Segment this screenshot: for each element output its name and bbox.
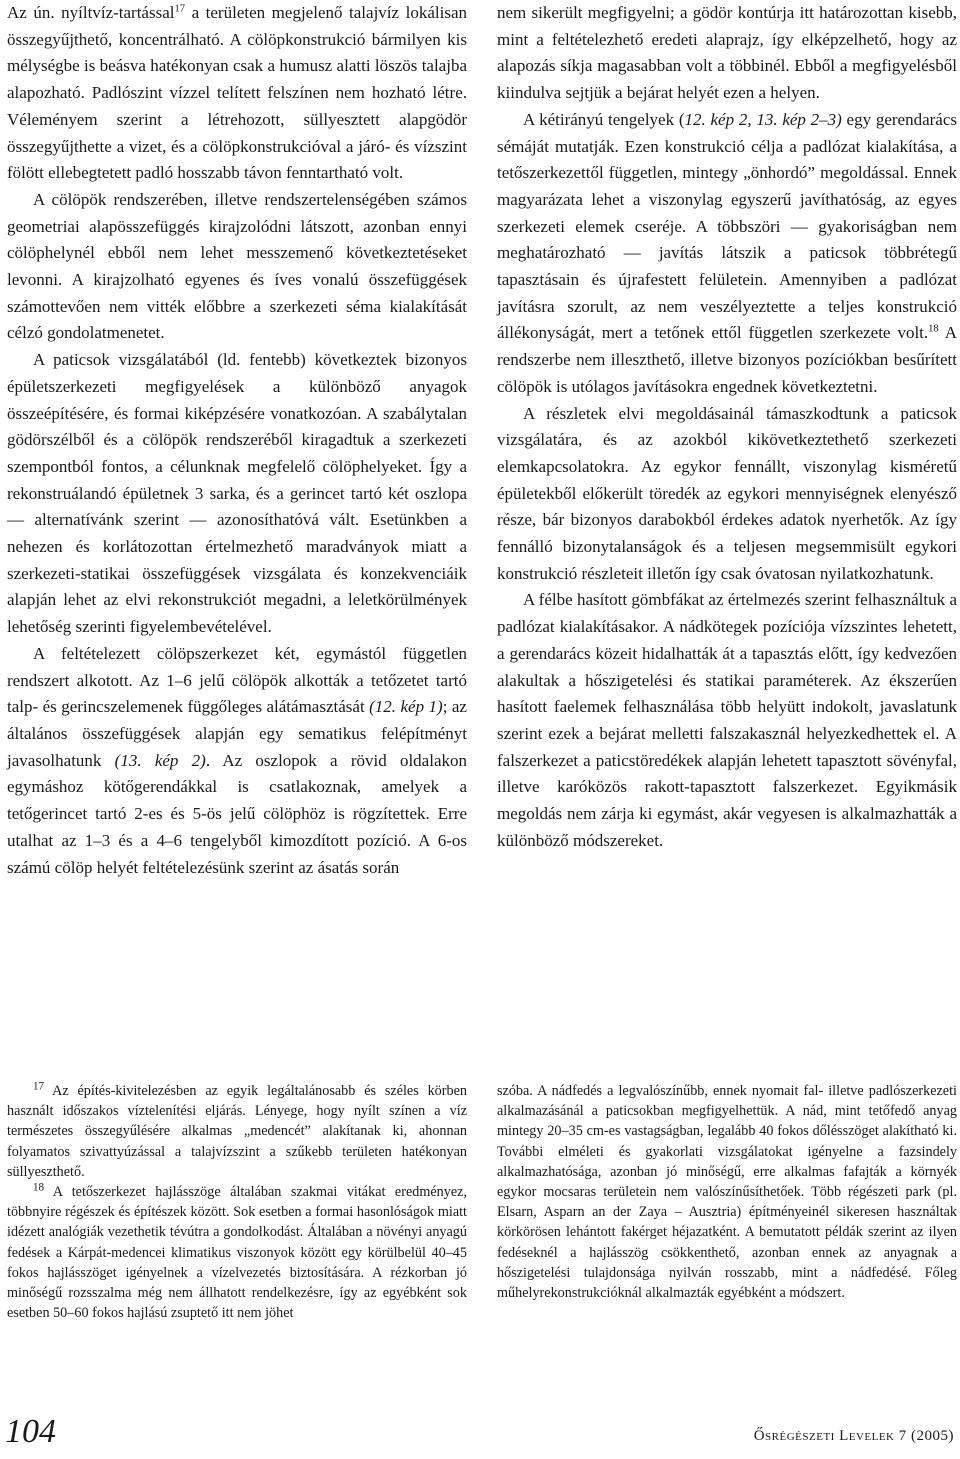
body-column-left <box>7 0 467 881</box>
figure-ref: 12. kép 2, 13. kép 2–3) <box>684 109 842 129</box>
paragraph: nem sikerült megfigyelni; a gödör kontúrja itt határozottan kisebb, mint a feltételezhető eredeti alaprajz, így elképzelhető, hogy az alapozás síkja magasabban volt a többinél. Ebből a megfigyelésből kiindulva sejtjük a bejárat helyét ezen a helyen. <box>497 3 957 103</box>
paragraph: A részletek elvi megoldásainál támaszkodtunk a paticsok vizsgálatára, és az azokból kikövetkeztethető szerkezeti elemkapcsolatokra. Az egykor fennállt, viszonylag kisméretű épületekből előkerült töredék az egykori mennyiségnek elenyésző része, bár bizonyos darabokból érdekes adatok nyerhetők. Az így fennálló bizonytalanságok és a teljesen megsemmisült egykori konstrukció részleteit illetőn így csak óvatosan nyilatkozhatunk. <box>497 403 957 583</box>
paragraph: A cölöpök rendszerében, illetve rendszertelenségében számos geometriai alapösszefüggés kirajzolódni látszott, azonban ennyi cölöphelynél ebből nem lehet messzemenő következtetéseket levonni. A kirajzolható egyenes és íves vonalú összefüggések számottevően nem vitték előbbre a szerkezeti séma kialakítását célzó gondolatmenetet. <box>7 189 467 343</box>
footnotes-right <box>497 1081 957 1303</box>
footnote-ref-18[interactable]: 18 <box>928 323 939 335</box>
paragraph: A paticsok vizsgálatából (ld. fentebb) következtek bizonyos épületszerkezeti megfigyelések a különböző anyagok összeépítésére, és formai kiképzésére vonatkozóan. A szabálytalan gödörszélből és a cölöpök rendszeréből kiragadtuk a szerkezeti szempontból fontos, a célunknak megfelelő cölöphelyeket. Így a rekonstruálandó épületnek 3 sarka, és a gerincet tartó két oszlopa — alternatívánk szerint — azonosíthatóvá vált. Esetünkben a nehezen és korlátozottan értelmezhető maradványok miatt a szerkezeti-statikai összefüggések vizsgálata és konzekvenciáik alapján lehet az elvi rekonstrukciót megadni, a leletkörülmények lehetőség szerinti figyelembevételével. <box>7 350 467 637</box>
footnote-ref-17[interactable]: 17 <box>174 3 186 15</box>
page-number: 104 <box>5 1413 56 1450</box>
running-head: Ősrégészeti Levelek 7 (2005) <box>753 1428 954 1444</box>
paragraph: Az ún. nyíltvíz-tartással$^{17}$ a területen megjelenő talajvíz lokálisan összegyűjthető, koncentrálható. A cölöpkonstrukció bármilyen kis mélységbe is beásva hatékonyan csak a humusz alatti löszös talajba alapozható. Padlószint vízzel telített felszínen nem hozható létre. Véleményem szerint a létrehozott, süllyesztett alapgödör összegyűjthette a vizet, és a cölöpkonstrukcióval a járó- és vízszint fölött ellebegtetett padló hosszabb távon fenntartható volt. <box>7 3 467 183</box>
footnotes-left <box>7 1081 467 1323</box>
body-column-right <box>497 0 957 855</box>
paragraph: A félbe hasított gömbfákat az értelmezés szerint felhasználtuk a padlózat kialakításakor. A nádkötegek pozíciója vízszintes lehetett, a gerendarács közeit hidalhatták át a tapasztás előtt, így kedvezően alakultak a hőszigetelési és statikai paraméterek. Az ékszerűen hasított faelemek felhasználása több helyütt indokolt, javaslatunk szerint ezek a bejárat melletti falszakasznál helyezkedhettek el. A falszerkezet a paticstöredékek alapján lehetett tapasztott sövényfal, illetve karóközös rakott-tapasztott falszerkezet. Egyikmásik megoldás nem zárja ki egymást, akár vegyesen is alkalmazhatták a különböző módszereket. <box>497 590 957 850</box>
footnote-17: $^{17}$ Az építés-kivitelezésben az egyik legáltalánosabb és széles körben használt időszakos víztelenítési eljárás. Lényege, hogy nyílt színen a víz természetes összegyűlésére alkalmas „medencét” alakítanak ki, ahonnan folyamatos szivattyúzással a talajvízszint a szűkebb területen hatékonyan süllyeszthető. <box>7 1080 467 1180</box>
paragraph: A feltételezett cölöpszerkezet két, egymástól független rendszert alkotott. Az 1–6 jelű cölöpök alkották a tetőzetet tartó talp- és gerincszelemenek függőleges alátámasztását (12. kép 1); az általános összefüggések alapján egy sematikus felépítményt javasolhatunk (13. kép 2). Az oszlopok a rövid oldalakon egymáshoz kötőgerendákkal is csatlakoznak, amelyek a tetőgerincet tartó 2-es és 5-ös jelű cölöphöz is rögzítettek. Erre utalhat az 1–3 és a 4–6 tengelyből kimozdított pozíció. A 6-os számú cölöp helyét feltételezésünk szerint az ásatás során <box>7 643 467 877</box>
footnote-continuation: szóba. A nádfedés a legvalószínűbb, ennek nyomait fal- illetve padlószerkezeti alkalmazásánál a paticsokban megfigyelhettük. A nád, mint tetőfedő anyag mintegy 20–35 cm-es vastagságban, legalább 40 fokos dőlésszöget alakítható ki. További elméleti és gyakorlati vizsgálatokat igényelne a fazsindely alkalmazhatósága, azonban jó minőségű, erre alkalmas fafajták a környék egykor mocsaras területein nem valószínűsíthetőek. Több régészeti park (pl. Elsarn, Asparn an der Zaya – Ausztria) építményeinél sikeresen használtak körkörösen lehántott fakérget héjazatként. A bemutatott példák szerint az ilyen fedéseknél a hajlásszög csökkenthető, azonban ennek az anyagnak a hőszigetelési tulajdonsága nyilván rosszabb, mint a nádfedésé. Főleg műhelyrekonstrukcióknál alkalmazták egyébként a módszert. <box>497 1083 957 1302</box>
figure-ref: (13. kép 2) <box>114 750 206 770</box>
paragraph: A kétirányú tengelyek (12. kép 2, 13. kép 2–3) egy gerendarács sémáját mutatják. Ezen konstrukció célja a padlózat kialakítása, a tetőszerkezettől független, mintegy „önhordó” megoldással. Ennek magyarázata lehet a viszonylag egyszerű javíthatóság, az egyes szerkezeti elemek cseréje. A többszöri — gyakoriságban nem meghatározható — javítás látszik a paticsok többrétegű tapasztásain és újrafestett felületein. Amennyiben a padlózat javításra szorult, az nem veszélyeztette a teljes konstrukció állékonyságát, mert a tetőnek ettől független szerkezete volt.$^{18}$ A rendszerbe nem illeszthető, illetve bizonyos pozíciókban besűrített cölöpök is utólagos javításokra engednek következtetni. <box>497 109 958 396</box>
figure-ref: (12. kép 1) <box>369 697 443 717</box>
footnote-18: $^{18}$ A tetőszerkezet hajlásszöge általában szakmai vitákat eredményez, többnyire régészek és építészek között. Sok esetben a formai hasonlóságok miatt idézett analógiák vezethetik tévútra a gondolkodást. Általában a növényi anyagú fedések a Kárpát-medencei klimatikus viszonyok között egy körülbelül 40–45 fokos hajlásszöget igényelnek a vízelvezetés biztosítására. A rézkorban jó minőségű rozsszalma még nem állhatott rendelkezésre, így az egyébként sok esetben 50–60 fokos hajlású zsuptető itt nem jöhet <box>7 1181 467 1322</box>
